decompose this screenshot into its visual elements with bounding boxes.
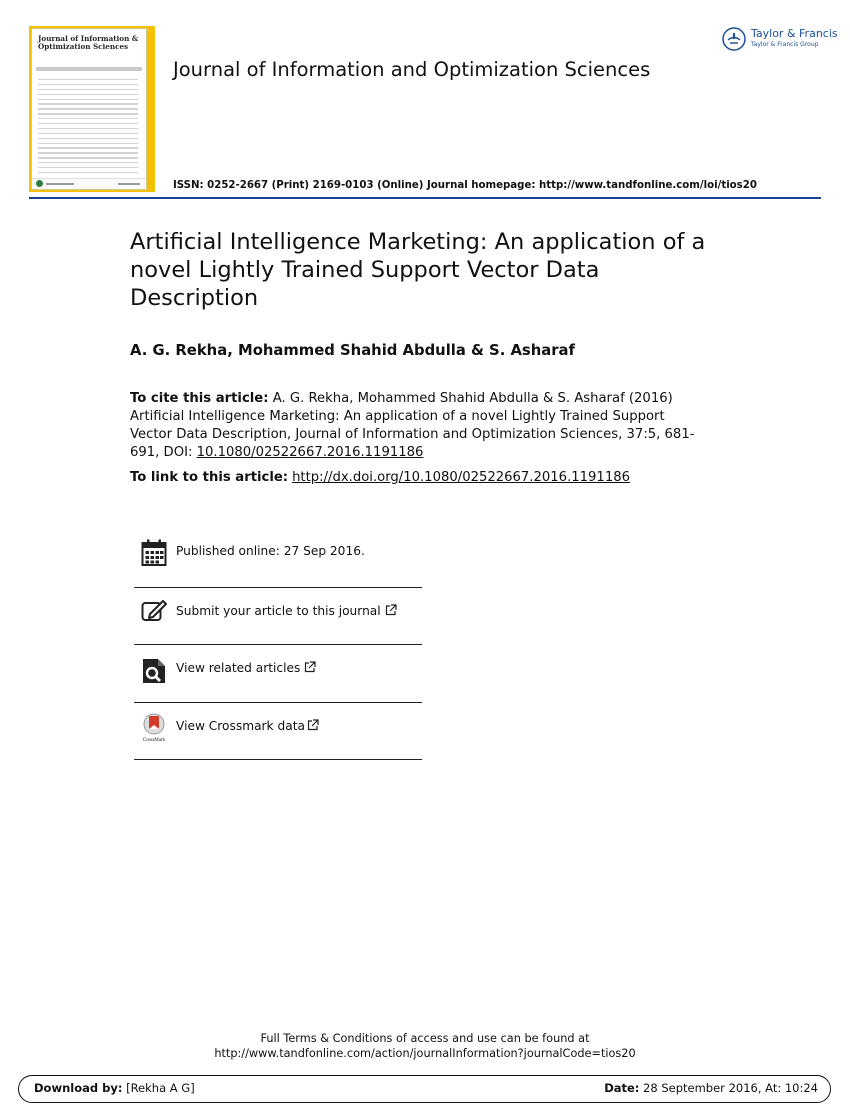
terms-line: Full Terms & Conditions of access and use can be found at: [260, 1032, 590, 1045]
calendar-icon: [141, 538, 167, 568]
issn-homepage-line[interactable]: ISSN: 0252-2667 (Print) 2169-0103 (Online) Journal homepage: http://www.tandfonline.com/loi/tios20: [173, 180, 757, 191]
download-by-value: [Rekha A G]: [122, 1081, 195, 1095]
submit-article-link[interactable]: Submit your article to this journal: [176, 603, 381, 618]
header-divider: [29, 197, 821, 199]
external-link-icon: [304, 661, 316, 673]
article-authors: A. G. Rekha, Mohammed Shahid Abdulla & S. Asharaf: [130, 342, 575, 359]
published-online-item: [134, 530, 422, 588]
article-actions: [134, 530, 422, 760]
related-articles-link[interactable]: View related articles: [176, 661, 301, 675]
download-info-bar: [18, 1075, 831, 1103]
publisher-logo-icon: [36, 180, 43, 187]
publisher-logo[interactable]: [722, 26, 838, 52]
external-link-icon: [385, 604, 397, 616]
download-by-label: Download by:: [34, 1081, 123, 1095]
article-doi-url[interactable]: http://dx.doi.org/10.1080/02522667.2016.1191186: [292, 470, 630, 485]
article-title: Artificial Intelligence Marketing: An application of a novel Lightly Trained Support Vector Data Description: [130, 229, 706, 311]
related-articles-item[interactable]: [134, 645, 422, 703]
taylor-francis-logo-icon: [722, 27, 746, 51]
link-label: To link to this article:: [130, 470, 289, 485]
terms-notice: [0, 1031, 850, 1061]
citation-text: A. G. Rekha, Mohammed Shahid Abdulla & S. Asharaf (2016) Artificial Intelligence Marketing: An application of a novel Lightly Trained Support Vector Data Description, Journal of Information and Optimization Sciences, 37:5, 681-691, DOI:: [130, 391, 695, 460]
cover-band: [36, 67, 142, 71]
published-online-text: Published online: 27 Sep 2016.: [176, 544, 365, 558]
submit-article-item[interactable]: [134, 588, 422, 646]
article-link-line: [130, 470, 630, 485]
cover-title: Journal of Information & Optimization Sciences: [38, 34, 139, 51]
crossmark-logo-text: CrossMark: [142, 737, 166, 743]
publisher-name: Taylor & Francis: [751, 27, 838, 40]
cover-contents: [38, 79, 138, 177]
journal-cover-image: [29, 26, 155, 192]
edit-icon: [141, 596, 167, 626]
external-link-icon: [307, 719, 319, 731]
search-document-icon: [141, 656, 167, 686]
journal-title: Journal of Information and Optimization Sciences: [173, 58, 651, 81]
crossmark-link[interactable]: View Crossmark data: [176, 718, 305, 733]
publisher-group: Taylor & Francis Group: [751, 41, 819, 48]
download-date-label: Date:: [604, 1081, 640, 1095]
download-date-value: 28 September 2016, At: 10:24: [639, 1081, 818, 1095]
crossmark-item[interactable]: [134, 703, 422, 761]
crossmark-icon: [141, 713, 167, 743]
citation-doi-link[interactable]: 10.1080/02522667.2016.1191186: [196, 445, 424, 460]
citation-label: To cite this article:: [130, 391, 269, 406]
citation-block: [130, 390, 700, 462]
terms-url[interactable]: http://www.tandfonline.com/action/journalInformation?journalCode=tios20: [214, 1047, 636, 1060]
cover-footer: [32, 178, 146, 189]
